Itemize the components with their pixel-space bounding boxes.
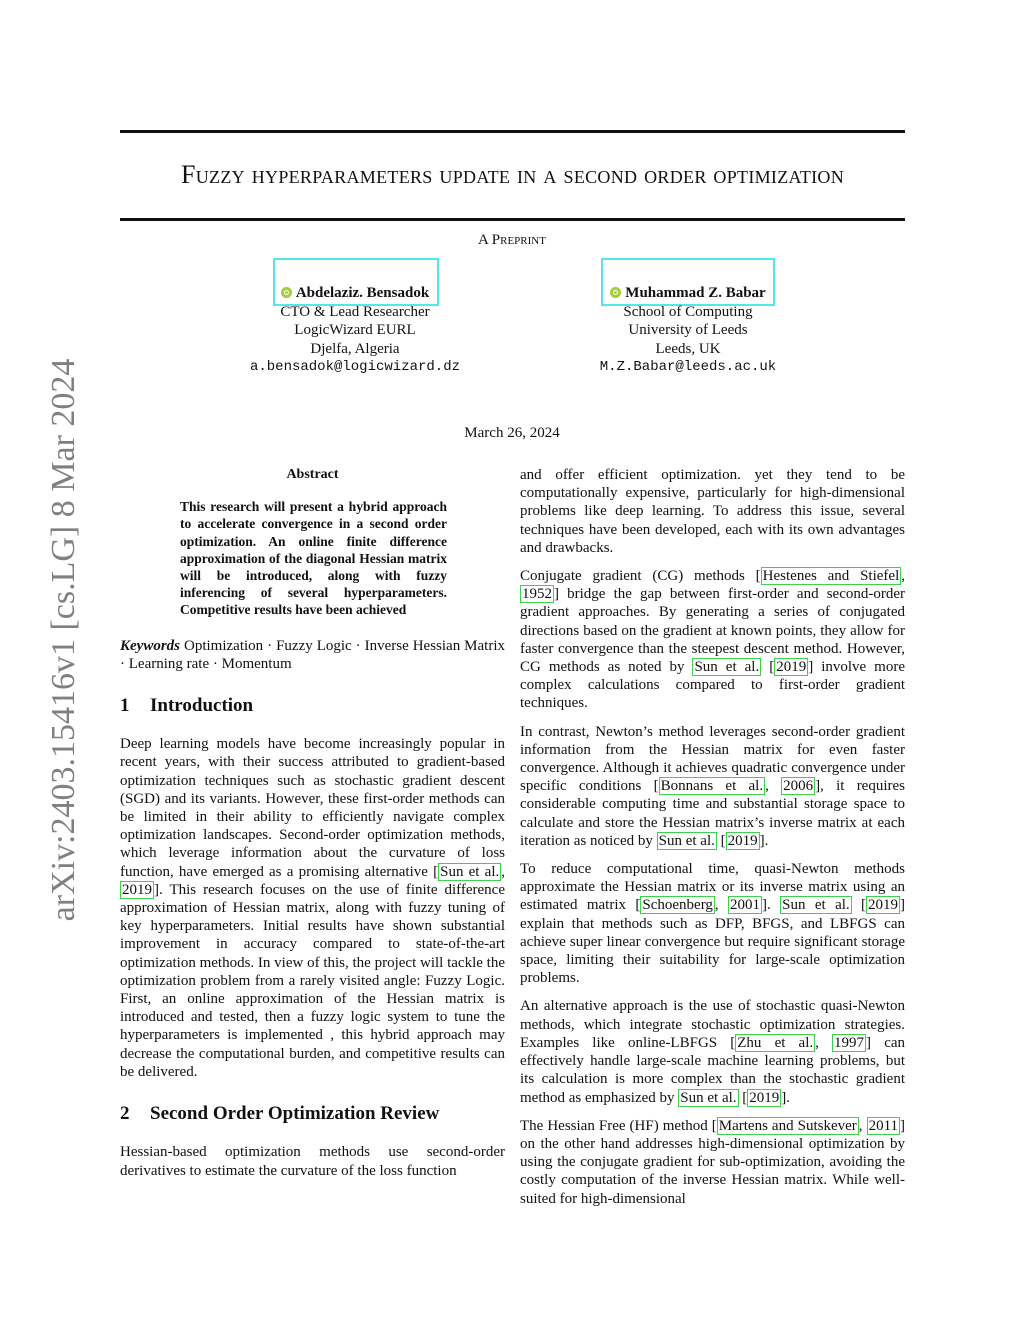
text-run: ] can effectively handle large-scale machine learning problems, but its calculation is more complex than the stochastic gradient method as emphasized by: [520, 1034, 906, 1106]
citation-link[interactable]: 2019: [749, 1089, 780, 1106]
citation-link[interactable]: Sun et al.: [782, 897, 850, 914]
review-paragraph: [520, 723, 905, 850]
text-run: An alternative approach is the use of stochastic quasi-Newton methods, which integrate stochastic optimization strategies. Examples like online-LBFGS [: [520, 998, 905, 1051]
author-email: a.bensadok@logicwizard.dz: [249, 359, 461, 375]
orcid-icon[interactable]: [610, 287, 621, 298]
citation-link[interactable]: Bonnans et al.: [660, 778, 764, 795]
text-run: In contrast, Newton’s method leverages second-order gradient information from the Hessian matrix for even faster convergence. Although it achieves quadratic convergence under specific conditions [: [520, 723, 905, 795]
citation-link[interactable]: 2019: [122, 881, 152, 898]
text-run: ] explain that methods such as DFP, BFGS, and LBFGS can achieve super linear convergence but require significant storage space, limiting their suitability for large-scale optimization problems.: [520, 897, 906, 987]
text-run: ], it requires considerable computing time and substantial storage space to calculate and store the Hessian matrix’s inverse matrix at each iteration as noticed by: [520, 778, 906, 849]
citation-link[interactable]: 2019: [776, 659, 807, 676]
section-title: Introduction: [150, 695, 254, 717]
review-paragraph: [520, 567, 905, 713]
citation-link[interactable]: Schoenberg: [642, 897, 713, 914]
right-column: [520, 466, 905, 1218]
citation-link[interactable]: Sun et al.: [680, 1089, 737, 1106]
section-heading: [120, 1105, 505, 1123]
text-run: ,: [858, 1117, 867, 1134]
text-run: ,: [901, 568, 905, 585]
text-run: To reduce computational time, quasi-Newton methods approximate the Hessian matrix or its inverse matrix using an estimated matrix [: [520, 861, 905, 914]
text-run: ] bridge the gap between first-order and second-order gradient approaches. By generating a series of conjugated directions based on the gradient at known points, they allow for faster convergence than the steepest descent method. However, CG methods as noted by: [520, 586, 905, 676]
text-run: ,: [501, 863, 506, 880]
citation-link[interactable]: 1997: [834, 1034, 865, 1051]
author-name[interactable]: Abdelaziz. Bensadok: [295, 285, 430, 301]
citation-link[interactable]: Hestenes and Stiefel: [762, 568, 900, 585]
text-run: ]. This research focuses on the use of finite difference approximation of Hessian matrix, along with fuzzy tuning of key hyperparameters. Initial results have shown substantial improvement in accuracy compared to state-of-the-art optimization methods. In view of this, the project will tackle the optimization problem from a rarely visited angle: Fuzzy Logic. First, an online approximation of the Hessian matrix is introduced and tested, then a fuzzy logic system to tune the hyperparameters is implemented , this hybrid approach may decrease the computational burden, and competitive results can be delivered.: [120, 881, 505, 1080]
citation-link[interactable]: Sun et al.: [658, 832, 715, 849]
text-run: The Hessian Free (HF) method [: [520, 1117, 717, 1134]
text-run: ].: [781, 1089, 791, 1106]
author-location: Leeds, UK: [655, 340, 721, 357]
author-name[interactable]: Muhammad Z. Babar: [625, 285, 766, 301]
text-run: ].: [759, 832, 769, 849]
text-run: [: [761, 659, 775, 676]
author-role: CTO & Lead Researcher: [280, 303, 430, 320]
keywords: [120, 637, 505, 673]
author-org: University of Leeds: [628, 322, 748, 338]
text-run: Deep learning models have become increasingly popular in recent years, with their success attributed to gradient-based optimization techniques such as stochastic gradient descent (SGD) and its variants. However, these first-order methods can be limited in their ability to efficiently navigate complex optimization landscapes. Second-order optimization methods, which leverage information about the curvature of loss function, have emerged as a promising alternative [: [120, 736, 505, 880]
author-email: M.Z.Babar@leeds.ac.uk: [599, 359, 777, 375]
text-run: [: [851, 897, 867, 914]
citation-link[interactable]: 2001: [730, 897, 761, 914]
author-location: Djelfa, Algeria: [310, 340, 400, 357]
review-paragraph: and offer efficient optimization. yet they tend to be computationally expensive, particularly for high-dimensional problems like deep learning. To address this issue, several techniques have been developed, each with its own advantages and drawbacks.: [520, 467, 905, 556]
section-number: 1: [120, 695, 130, 717]
author-block: [225, 284, 485, 377]
author-org: LogicWizard EURL: [294, 322, 416, 338]
text-run: ,: [815, 1034, 833, 1051]
title-rule-bottom: [120, 218, 905, 221]
citation-link[interactable]: 2006: [783, 778, 814, 795]
keywords-label: Keywords: [120, 637, 180, 654]
text-run: [: [716, 832, 726, 849]
section-title: Second Order Optimization Review: [150, 1103, 440, 1125]
abstract-body: This research will present a hybrid approach to accelerate convergence in a second order optimization. An online finite difference approximation of the diagonal Hessian matrix will be introduced, along with fuzzy inferencing of several hyperparameters. Competitive results have been achieved: [180, 499, 447, 618]
review-paragraph: [520, 1117, 905, 1208]
text-run: ].: [762, 897, 781, 914]
text-run: Conjugate gradient (CG) methods [: [520, 568, 761, 585]
left-column: [120, 466, 505, 1190]
citation-link[interactable]: 2019: [868, 897, 899, 914]
text-run: [: [738, 1089, 748, 1106]
text-run: ,: [765, 778, 782, 795]
review-paragraph: [520, 997, 905, 1106]
keywords-text: Optimization · Fuzzy Logic · Inverse Hessian Matrix · Learning rate · Momentum: [120, 637, 505, 672]
citation-link[interactable]: Martens and Sutskever: [718, 1117, 857, 1134]
section-number: 2: [120, 1103, 130, 1125]
citation-link[interactable]: 2019: [727, 832, 758, 849]
intro-paragraph: [120, 735, 505, 1081]
title-rule-top: [120, 130, 905, 133]
abstract-title: Abstract: [286, 467, 339, 482]
paper-date: March 26, 2024: [464, 425, 560, 441]
section-heading: [120, 697, 505, 715]
text-run: ] involve more complex calculations compared to first-order gradient techniques.: [520, 659, 905, 712]
orcid-icon[interactable]: [281, 287, 292, 298]
author-role: School of Computing: [623, 303, 753, 320]
review-paragraph: [520, 860, 905, 987]
citation-link[interactable]: Sun et al.: [694, 659, 760, 676]
citation-link[interactable]: Sun et al.: [440, 863, 500, 880]
text-run: ] on the other hand addresses high-dimensional optimization by using the conjugate gradient for sub-optimization, avoiding the costly computation of the inverse Hessian matrix. While well-suited for high-dimensional: [520, 1117, 906, 1207]
citation-link[interactable]: 2011: [868, 1117, 899, 1134]
text-run: ,: [714, 897, 729, 914]
arxiv-stamp: arXiv:2403.15416v1 [cs.LG] 8 Mar 2024: [45, 358, 82, 922]
citation-link[interactable]: 1952: [522, 586, 552, 603]
review-paragraph: Hessian-based optimization methods use second-order derivatives to estimate the curvature of the loss function: [120, 1144, 505, 1179]
citation-link[interactable]: Zhu et al.: [737, 1034, 814, 1051]
paper-title: Fuzzy hyperparameters update in a second order optimization: [180, 160, 845, 189]
author-block: [558, 284, 818, 377]
preprint-label: A Preprint: [478, 232, 546, 248]
